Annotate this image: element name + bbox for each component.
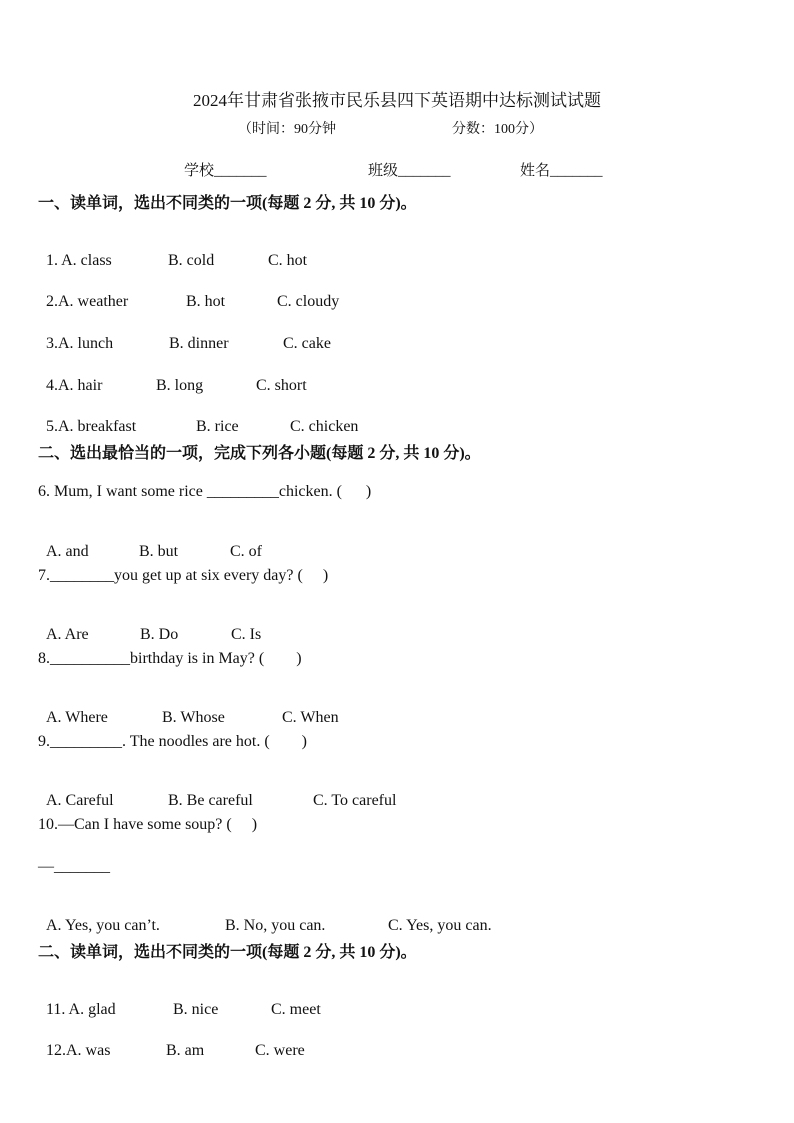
section-heading: 一、读单词，选出不同类的一项(每题 2 分, 共 10 分)。 <box>38 195 417 212</box>
option-b: B. Whose <box>162 709 225 726</box>
option-b: B. cold <box>168 252 215 269</box>
option-c: C. cake <box>283 335 331 352</box>
option-c: C. Yes, you can. <box>388 917 492 934</box>
question-5 <box>38 400 358 436</box>
class-field: 班级_______ <box>368 163 451 179</box>
option-c: C. chicken <box>290 418 359 435</box>
option-c: C. were <box>255 1042 305 1059</box>
school-field: 学校_______ <box>184 163 267 179</box>
option-c: C. To careful <box>313 792 397 809</box>
answer-line: —_______ <box>38 858 110 875</box>
option-b: B. nice <box>173 1001 219 1018</box>
question-stem: 9._________. The noodles are hot. ( ) <box>38 733 307 750</box>
option-a: A. Yes, you can’t. <box>46 917 160 934</box>
question-1 <box>38 234 307 270</box>
option-a: 3.A. lunch <box>46 335 114 352</box>
name-field: 姓名_______ <box>520 163 603 179</box>
section-heading: 二、选出最恰当的一项，完成下列各小题(每题 2 分, 共 10 分)。 <box>38 445 481 462</box>
question-stem: 6. Mum, I want some rice _________chicken. ( ) <box>38 483 372 500</box>
option-c: C. of <box>230 543 262 560</box>
option-a: A. Are <box>46 626 89 643</box>
option-a: 12.A. was <box>46 1042 111 1059</box>
option-c: C. short <box>256 377 307 394</box>
option-a: A. and <box>46 543 89 560</box>
option-b: B. am <box>166 1042 205 1059</box>
option-c: C. Is <box>231 626 262 643</box>
option-a: A. Where <box>46 709 108 726</box>
question-stem: 7.________you get up at six every day? ( ) <box>38 567 329 584</box>
page-title: 2024年甘肃省张掖市民乐县四下英语期中达标测试试题 <box>193 91 601 110</box>
question-3 <box>38 317 331 353</box>
option-c: C. cloudy <box>277 293 340 310</box>
option-b: B. but <box>139 543 179 560</box>
question-11 <box>38 983 321 1019</box>
option-a: 4.A. hair <box>46 377 103 394</box>
section-heading: 二、读单词，选出不同类的一项(每题 2 分, 共 10 分)。 <box>38 944 417 961</box>
question-options <box>38 899 492 935</box>
option-c: C. hot <box>268 252 308 269</box>
question-12 <box>38 1024 305 1060</box>
question-4 <box>38 359 307 395</box>
option-b: B. rice <box>196 418 239 435</box>
option-a: 5.A. breakfast <box>46 418 137 435</box>
question-options <box>38 525 262 561</box>
option-b: B. dinner <box>169 335 229 352</box>
option-b: B. hot <box>186 293 226 310</box>
option-b: B. Be careful <box>168 792 253 809</box>
exam-score: 分数：100分） <box>452 122 543 137</box>
option-c: C. meet <box>271 1001 321 1018</box>
option-a: A. Careful <box>46 792 114 809</box>
question-options <box>38 608 261 644</box>
option-a: 2.A. weather <box>46 293 129 310</box>
option-a: 11. A. glad <box>46 1001 116 1018</box>
question-stem: 8.__________birthday is in May? ( ) <box>38 650 302 667</box>
question-stem: 10.—Can I have some soup? ( ) <box>38 816 258 833</box>
option-c: C. When <box>282 709 339 726</box>
option-b: B. No, you can. <box>225 917 326 934</box>
question-2 <box>38 275 339 311</box>
question-options <box>38 691 339 727</box>
option-b: B. long <box>156 377 204 394</box>
question-options <box>38 774 396 810</box>
option-b: B. Do <box>140 626 179 643</box>
option-a: 1. A. class <box>46 252 112 269</box>
exam-time: （时间：90分钟 <box>238 122 336 137</box>
